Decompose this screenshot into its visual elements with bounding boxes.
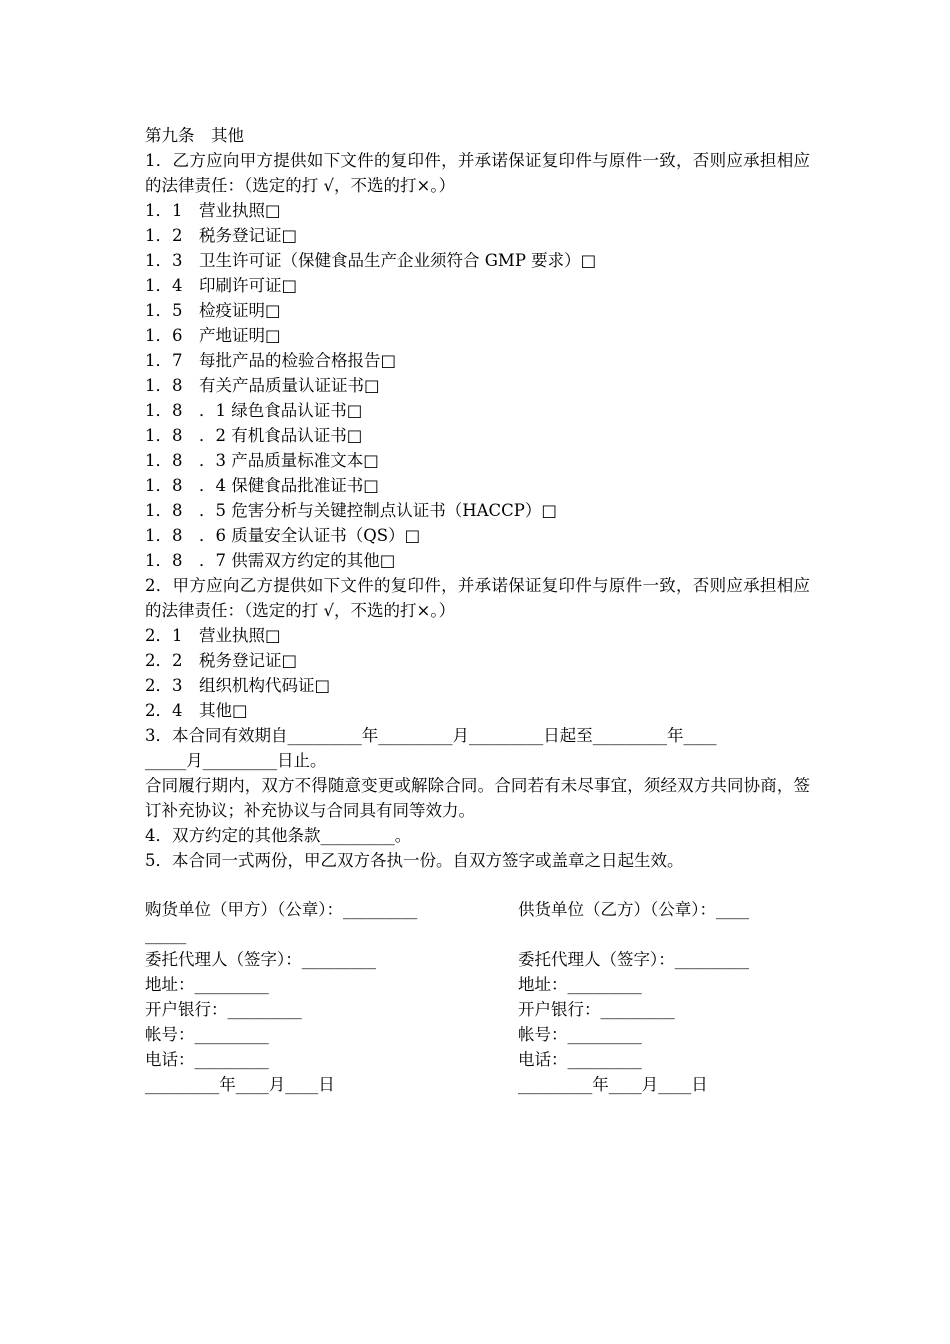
signature-row-account [145, 1022, 810, 1047]
buyer-bank: 开户银行：_________ [145, 1000, 302, 1019]
seller-account: 帐号：_________ [518, 1025, 642, 1044]
seller-address: 地址：_________ [518, 975, 642, 994]
seller-agent: 委托代理人（签字）：_________ [518, 950, 749, 969]
clause-3-note: 合同履行期内，双方不得随意变更或解除合同。合同若有未尽事宜，须经双方共同协商，签订补充协议；补充协议与合同具有同等效力。 [145, 776, 810, 820]
seller-date: _________年____月____日 [518, 1075, 708, 1094]
seller-unit-wrap: _____ [145, 925, 187, 944]
clause-1-subitem: 1．8 ．1 绿色食品认证书□ [145, 401, 363, 420]
clause-2-item: 2．4 其他□ [145, 701, 248, 720]
clause-1-subitem: 1．8 ．6 质量安全认证书（QS）□ [145, 526, 421, 545]
buyer-date: _________年____月____日 [145, 1075, 335, 1094]
buyer-account: 帐号：_________ [145, 1025, 269, 1044]
clause-1-subitem: 1．8 ．2 有机食品认证书□ [145, 426, 363, 445]
clause-4: 4．双方约定的其他条款_________。 [145, 826, 412, 845]
clause-1-item: 1．3 卫生许可证（保健食品生产企业须符合 GMP 要求）□ [145, 251, 597, 270]
signature-row-date [145, 1072, 810, 1097]
signature-row-bank [145, 997, 810, 1022]
buyer-unit: 购货单位（甲方）（公章）：_________ [145, 900, 418, 919]
clause-1-item: 1．6 产地证明□ [145, 326, 281, 345]
clause-2-item: 2．1 营业执照□ [145, 626, 281, 645]
clause-2-text: 2．甲方应向乙方提供如下文件的复印件，并承诺保证复印件与原件一致，否则应承担相应的法律责任：（选定的打 √，不选的打×。） [145, 576, 810, 620]
clause-3-line-1: 3．本合同有效期自_________年_________月_________日起至_________年____ [145, 726, 717, 745]
spacer [145, 873, 810, 897]
signature-row-address [145, 972, 810, 997]
buyer-phone: 电话：_________ [145, 1050, 269, 1069]
clause-1-item: 1．8 有关产品质量认证证书□ [145, 376, 380, 395]
buyer-agent: 委托代理人（签字）：_________ [145, 950, 376, 969]
clause-5: 5．本合同一式两份，甲乙双方各执一份。自双方签字或盖章之日起生效。 [145, 851, 684, 870]
article-title: 第九条 其他 [145, 126, 244, 145]
clause-1-item: 1．4 印刷许可证□ [145, 276, 298, 295]
clause-1-subitem: 1．8 ．4 保健食品批准证书□ [145, 476, 379, 495]
clause-1-item: 1．7 每批产品的检验合格报告□ [145, 351, 397, 370]
clause-1-subitem: 1．8 ．3 产品质量标准文本□ [145, 451, 379, 470]
clause-3-line-2: _____月_________日止。 [145, 751, 327, 770]
contract-page [145, 123, 810, 1097]
clause-1-subitem: 1．8 ．7 供需双方约定的其他□ [145, 551, 396, 570]
signature-row-phone [145, 1047, 810, 1072]
seller-phone: 电话：_________ [518, 1050, 642, 1069]
signature-row-agent [145, 947, 810, 972]
signature-row-unit [145, 897, 810, 922]
buyer-address: 地址：_________ [145, 975, 269, 994]
seller-unit: 供货单位（乙方）（公章）：____ [518, 900, 749, 919]
clause-2-item: 2．2 税务登记证□ [145, 651, 298, 670]
seller-bank: 开户银行：_________ [518, 1000, 675, 1019]
clause-1-item: 1．2 税务登记证□ [145, 226, 298, 245]
clause-2-item: 2．3 组织机构代码证□ [145, 676, 331, 695]
clause-1-item: 1．5 检疫证明□ [145, 301, 281, 320]
clause-1-item: 1．1 营业执照□ [145, 201, 281, 220]
clause-1-text: 1．乙方应向甲方提供如下文件的复印件，并承诺保证复印件与原件一致，否则应承担相应的法律责任：（选定的打 √，不选的打×。） [145, 151, 810, 195]
clause-1-subitem: 1．8 ．5 危害分析与关键控制点认证书（HACCP）□ [145, 501, 557, 520]
